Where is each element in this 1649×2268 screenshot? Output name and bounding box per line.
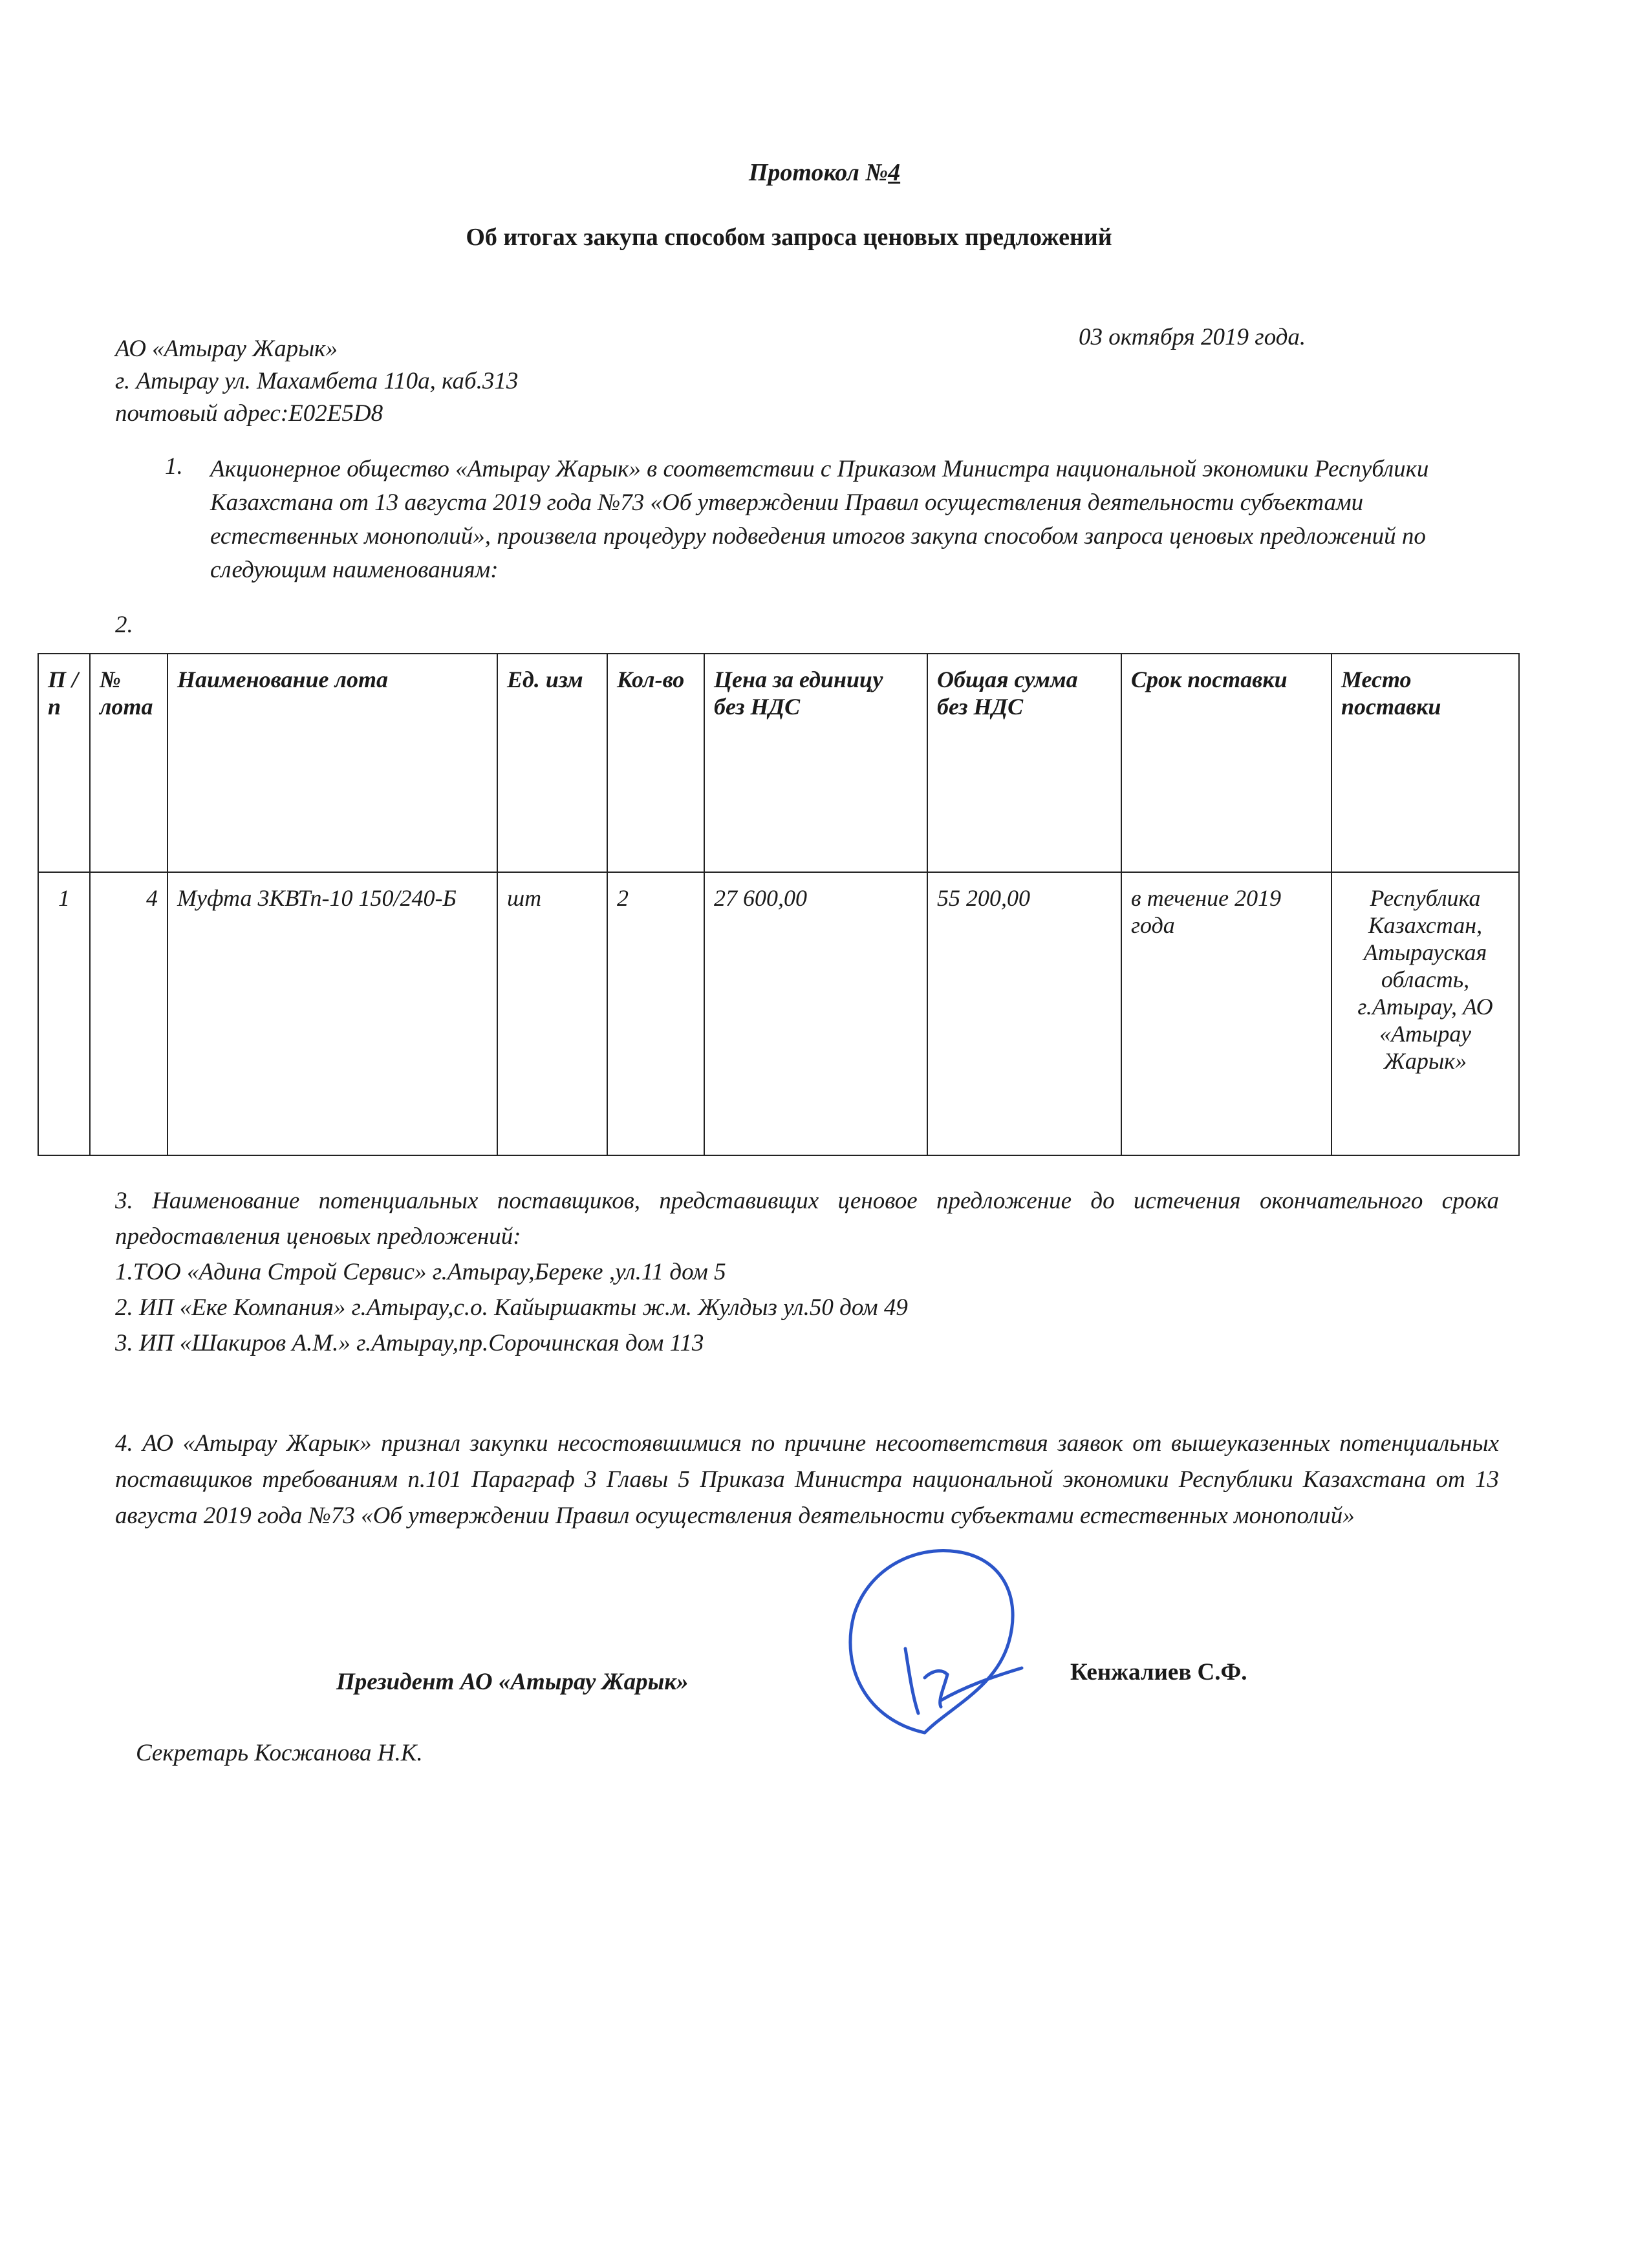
supplier-item: 1.ТОО «Адина Строй Сервис» г.Атырау,Береке ,ул.11 дом 5 xyxy=(115,1259,726,1285)
organization-address: г. Атырау ул. Махамбета 110а, каб.313 xyxy=(115,368,519,394)
supplier-item: 3. ИП «Шакиров А.М.» г.Атырау,пр.Сорочинская дом 113 xyxy=(115,1330,704,1356)
paragraph-2-number: 2. xyxy=(115,612,133,638)
table-row xyxy=(38,872,1519,1155)
document-date: 03 октября 2019 года. xyxy=(1079,324,1306,350)
president-label: Президент АО «Атырау Жарык» xyxy=(336,1669,689,1695)
header-total: Общая сумма без НДС xyxy=(927,654,1121,872)
handwritten-signature xyxy=(828,1539,1099,1759)
cell-place: Республика Казахстан, Атырауская область, г.Атырау, АО «Атырау Жарык» xyxy=(1331,872,1519,1155)
cell-total: 55 200,00 xyxy=(927,872,1121,1155)
cell-name: Муфта 3КВТп-10 150/240-Б xyxy=(167,872,497,1155)
lots-table xyxy=(38,653,1520,1156)
organization-name: АО «Атырау Жарык» xyxy=(115,336,338,362)
cell-qty: 2 xyxy=(607,872,704,1155)
cell-num: 1 xyxy=(38,872,90,1155)
title-prefix: Протокол № xyxy=(748,159,889,186)
cell-price: 27 600,00 xyxy=(704,872,927,1155)
header-lot-no: № лота xyxy=(90,654,167,872)
organization-postal: почтовый адрес:E02E5D8 xyxy=(115,400,383,427)
paragraph-3 xyxy=(115,1183,1499,1361)
table-header-row xyxy=(38,654,1519,872)
header-price: Цена за единицу без НДС xyxy=(704,654,927,872)
cell-term: в течение 2019 года xyxy=(1121,872,1331,1155)
header-num: П / п xyxy=(38,654,90,872)
protocol-number: 4 xyxy=(888,159,901,186)
document-subtitle: Об итогах закупа способом запроса ценовых предложений xyxy=(466,224,1112,251)
header-name: Наименование лота xyxy=(167,654,497,872)
header-unit: Ед. изм xyxy=(497,654,607,872)
cell-unit: шт xyxy=(497,872,607,1155)
cell-lot-no: 4 xyxy=(90,872,167,1155)
document-title xyxy=(0,158,1649,187)
header-term: Срок поставки xyxy=(1121,654,1331,872)
president-name: Кенжалиев С.Ф. xyxy=(1070,1659,1247,1685)
secretary-line: Секретарь Косжанова Н.К. xyxy=(136,1740,423,1766)
header-place: Место поставки xyxy=(1331,654,1519,872)
paragraph-4: 4. АО «Атырау Жарык» признал закупки несостоявшимися по причине несоответствия заявок от вышеуказенных потенциальных поставщиков требованиям п.101 Параграф 3 Главы 5 Приказа Министра национальной экономики Республики Казахстана от 13 августа 2019 года №73 «Об утверждении Правил осуществления деятельности субъектами естественных монополий» xyxy=(115,1430,1499,1529)
header-qty: Кол-во xyxy=(607,654,704,872)
paragraph-1-text: Акционерное общество «Атырау Жарык» в соответствии с Приказом Министра национальной экономики Республики Казахстана от 13 августа 2019 года №73 «Об утверждении Правил осуществления деятельности субъектами естественных монополий», произвела процедуру подведения итогов закупа способом запроса ценовых предложений по следующим наименованиям: xyxy=(210,456,1429,583)
organization-block xyxy=(115,333,518,430)
supplier-item: 2. ИП «Еке Компания» г.Атырау,с.о. Кайыршакты ж.м. Жулдыз ул.50 дом 49 xyxy=(115,1294,908,1321)
paragraph-1-number: 1. xyxy=(165,453,183,480)
paragraph-3-intro: 3. Наименование потенциальных поставщиков, представивщих ценовое предложение до истечения окончательного срока предоставления ценовых предложений: xyxy=(115,1188,1499,1250)
